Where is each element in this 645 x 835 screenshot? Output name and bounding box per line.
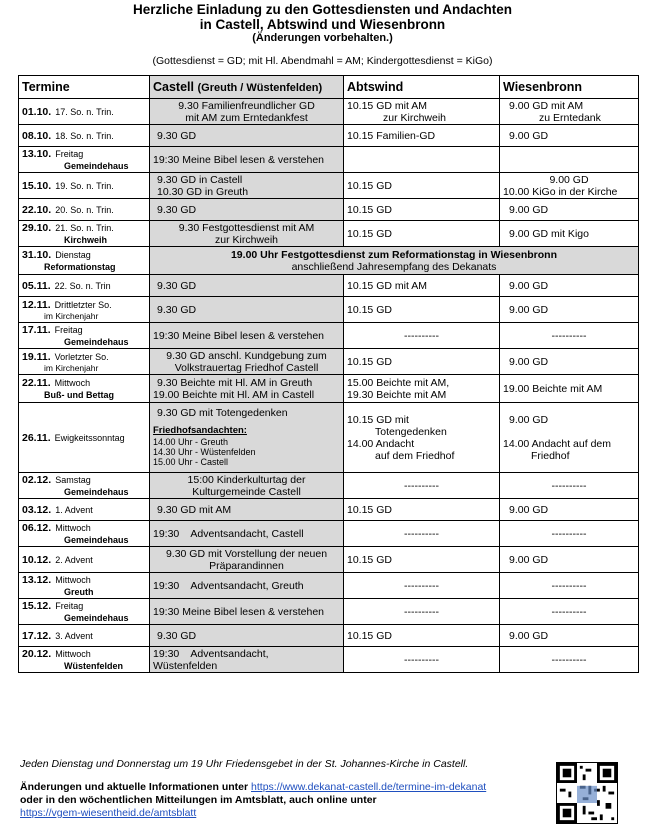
date-cell	[19, 521, 150, 547]
abtswind-line: 14.00 Andacht	[347, 437, 415, 450]
castell-cell	[150, 125, 344, 147]
abtswind-line: 15.00 Beichte mit AM,	[347, 376, 450, 389]
table-row	[19, 473, 639, 499]
date-label: 06.12.	[22, 521, 52, 534]
footer-prayer-note: Jeden Dienstag und Donnerstag um 19 Uhr Friedensgebet in der St. Johannes-Kirche in Castell.	[20, 758, 469, 770]
abtswind-cell	[344, 99, 500, 125]
castell-cell	[150, 297, 344, 323]
castell-cell	[150, 473, 344, 499]
castell-line: 9.30 GD	[157, 629, 197, 642]
abtswind-line: ----------	[404, 479, 439, 492]
abtswind-cell	[344, 403, 500, 473]
day-label: 18. So. n. Trin.	[55, 130, 114, 141]
date-cell	[19, 297, 150, 323]
abtswind-cell	[344, 147, 500, 173]
castell-line: 19:30 Adventsandacht, Castell	[153, 527, 304, 540]
qr-code-icon[interactable]	[556, 762, 618, 824]
table-row	[19, 521, 639, 547]
castell-line: 9.30 Festgottesdienst mit AM	[178, 221, 315, 234]
wiesenbronn-cell	[500, 323, 639, 349]
wiesenbronn-line: ----------	[551, 479, 587, 492]
wiesenbronn-cell	[500, 297, 639, 323]
castell-line: 15:00 Kinderkulturtag der	[187, 473, 306, 486]
day-note: Wüstenfelden	[64, 660, 124, 671]
date-label: 01.10.	[22, 105, 52, 118]
abtswind-line: zur Kirchweih	[383, 111, 447, 124]
wiesenbronn-line: Friedhof	[531, 449, 570, 462]
date-cell	[19, 173, 150, 199]
day-note: Kirchweih	[64, 234, 108, 245]
castell-cell	[150, 173, 344, 199]
day-label: 1. Advent	[55, 504, 93, 515]
abtswind-line	[347, 154, 496, 166]
castell-line: 9.30 GD	[157, 203, 197, 216]
castell-line: 9.30 GD	[157, 279, 197, 292]
abtswind-cell	[344, 599, 500, 625]
day-note: Gemeindehaus	[64, 160, 129, 171]
abtswind-line: ----------	[404, 579, 439, 592]
day-label: 21. So. n. Trin.	[55, 222, 114, 233]
date-cell	[19, 99, 150, 125]
wiesenbronn-cell	[500, 147, 639, 173]
castell-cell	[150, 323, 344, 349]
day-label: Ewigkeitssonntag	[54, 432, 125, 443]
abtswind-line: 10.15 GD	[347, 303, 392, 316]
abtswind-cell	[344, 547, 500, 573]
castell-line: mit AM zum Erntedankfest	[185, 111, 308, 124]
date-cell	[19, 247, 150, 275]
castell-cell	[150, 547, 344, 573]
table-row	[19, 349, 639, 375]
abtswind-line: ----------	[404, 653, 439, 666]
abtswind-cell	[344, 499, 500, 521]
abtswind-cell	[344, 199, 500, 221]
friedhof-line: 14.30 Uhr - Wüstenfelden	[153, 447, 256, 457]
wiesenbronn-cell	[500, 173, 639, 199]
castell-line: 9.30 GD mit Totengedenken	[157, 407, 288, 419]
abtswind-cell	[344, 375, 500, 403]
castell-cell	[150, 573, 344, 599]
castell-cell	[150, 99, 344, 125]
table-row	[19, 275, 639, 297]
cell-line: 19.00 Uhr Festgottesdienst zum Reformationstag in Wiesenbronn	[230, 248, 558, 261]
wiesenbronn-cell	[500, 499, 639, 521]
wiesenbronn-line	[503, 426, 635, 438]
table-row	[19, 403, 639, 473]
castell-cell	[150, 349, 344, 375]
table-row	[19, 599, 639, 625]
castell-line: Volkstrauertag Friedhof Castell	[174, 361, 319, 374]
castell-cell	[150, 499, 344, 521]
abbreviation-legend: (Gottesdienst = GD; mit Hl. Abendmahl = AM; Kindergottesdienst = KiGo)	[152, 55, 493, 67]
castell-cell	[150, 375, 344, 403]
wiesenbronn-line: 9.00 GD mit Kigo	[509, 227, 589, 240]
abtswind-line: Totengedenken	[375, 425, 447, 438]
dekanat-link[interactable]: https://www.dekanat-castell.de/termine-im-dekanat	[251, 781, 487, 793]
castell-line: Wüstenfelden	[153, 659, 218, 672]
table-row	[19, 547, 639, 573]
wiesenbronn-line: ----------	[551, 653, 587, 666]
date-cell	[19, 349, 150, 375]
abtswind-line: 10.15 GD mit AM	[347, 279, 427, 292]
wiesenbronn-cell	[500, 125, 639, 147]
castell-line: 9.30 GD anschl. Kundgebung zum	[166, 349, 327, 362]
date-label: 13.12.	[22, 573, 52, 586]
wiesenbronn-line: 9.00 GD	[509, 355, 549, 368]
table-row	[19, 199, 639, 221]
date-label: 03.12.	[22, 503, 52, 516]
day-label: Freitag	[54, 324, 83, 335]
table-row	[19, 375, 639, 403]
castell-line: 19:30 Meine Bibel lesen & verstehen	[153, 329, 325, 342]
abtswind-cell	[344, 521, 500, 547]
wiesenbronn-cell	[500, 199, 639, 221]
wiesenbronn-line: ----------	[551, 605, 587, 618]
abtswind-cell	[344, 625, 500, 647]
friedhof-line: 14.00 Uhr - Greuth	[153, 437, 229, 447]
wiesenbronn-line: ----------	[551, 527, 587, 540]
date-cell	[19, 403, 150, 473]
table-row	[19, 125, 639, 147]
table-header-row	[19, 76, 639, 99]
day-note: Gemeindehaus	[64, 336, 129, 347]
abtswind-cell	[344, 349, 500, 375]
day-label: 3. Advent	[55, 630, 93, 641]
day-note: im Kirchenjahr	[44, 362, 99, 373]
date-label: 12.11.	[22, 298, 51, 311]
wiesenbronn-line: 9.00 GD	[509, 629, 549, 642]
date-cell	[19, 375, 150, 403]
day-note: Buß- und Bettag	[44, 389, 114, 400]
day-note: Reformationstag	[44, 261, 116, 272]
col-termine: Termine	[19, 76, 150, 99]
day-note: Gemeindehaus	[64, 486, 129, 497]
wiesenbronn-cell	[500, 275, 639, 297]
wiesenbronn-line: 9.00 GD	[509, 503, 549, 516]
abtswind-cell	[344, 173, 500, 199]
day-note: Greuth	[64, 586, 94, 597]
date-label: 10.12.	[22, 553, 52, 566]
date-label: 15.12.	[22, 599, 52, 612]
abtswind-cell	[344, 647, 500, 673]
table-row	[19, 499, 639, 521]
date-label: 29.10.	[22, 221, 52, 234]
date-cell	[19, 125, 150, 147]
date-cell	[19, 221, 150, 247]
abtswind-line: ----------	[404, 527, 439, 540]
col-castell: Castell (Greuth / Wüstenfelden)	[150, 76, 344, 99]
day-note: im Kirchenjahr	[44, 310, 99, 321]
date-label: 26.11.	[22, 431, 51, 444]
wiesenbronn-cell	[500, 349, 639, 375]
abtswind-line: 10.15 GD	[347, 203, 392, 216]
castell-cell	[150, 403, 344, 473]
day-label: Mittwoch	[55, 522, 91, 533]
abtswind-line: 10.15 GD	[347, 503, 392, 516]
day-note: Gemeindehaus	[64, 534, 129, 545]
date-label: 17.11.	[22, 323, 51, 336]
wiesenbronn-cell	[500, 375, 639, 403]
title-line-1: Herzliche Einladung zu den Gottesdiensten und Andachten	[132, 2, 513, 17]
document-header	[0, 2, 645, 44]
wiesenbronn-cell	[500, 573, 639, 599]
date-cell	[19, 323, 150, 349]
wiesenbronn-cell	[500, 521, 639, 547]
wiesenbronn-cell	[500, 473, 639, 499]
wiesenbronn-line: 9.00 GD	[509, 413, 549, 426]
day-note: Gemeindehaus	[64, 612, 129, 623]
castell-line: 9.30 GD mit AM	[157, 503, 232, 516]
day-label: Freitag	[55, 148, 84, 159]
date-label: 31.10.	[22, 248, 52, 261]
date-label: 05.11.	[22, 279, 51, 292]
castell-line: Präparandinnen	[209, 559, 284, 572]
abtswind-line: 10.15 GD	[347, 355, 392, 368]
wiesenbronn-cell	[500, 403, 639, 473]
castell-line: 9.30 Beichte mit Hl. AM in Greuth	[157, 376, 313, 389]
wiesenbronn-line: ----------	[551, 579, 587, 592]
date-label: 02.12.	[22, 473, 52, 486]
date-label: 13.10.	[22, 147, 52, 160]
castell-cell	[150, 521, 344, 547]
title-note: (Änderungen vorbehalten.)	[252, 32, 393, 44]
date-cell	[19, 147, 150, 173]
wiesenbronn-line: 9.00 GD	[509, 203, 549, 216]
col-abtswind: Abtswind	[344, 76, 500, 99]
castell-line: Kulturgemeinde Castell	[192, 485, 301, 498]
abtswind-line: 10.15 GD	[347, 553, 392, 566]
castell-cell	[150, 199, 344, 221]
castell-cell	[150, 647, 344, 673]
abtswind-line: ----------	[404, 605, 439, 618]
date-label: 15.10.	[22, 179, 52, 192]
date-label: 17.12.	[22, 629, 52, 642]
castell-cell	[150, 147, 344, 173]
day-label: Freitag	[55, 600, 84, 611]
date-label: 20.12.	[22, 647, 52, 660]
castell-line: 9.30 GD in Castell	[157, 173, 243, 186]
day-label: Mittwoch	[55, 648, 91, 659]
castell-line: 9.30 GD mit Vorstellung der neuen	[165, 547, 328, 560]
date-cell	[19, 647, 150, 673]
table-row	[19, 647, 639, 673]
date-cell	[19, 499, 150, 521]
abtswind-line: ----------	[404, 329, 439, 342]
castell-line: zur Kirchweih	[214, 233, 279, 246]
castell-cell	[150, 599, 344, 625]
reformation-event-cell	[150, 247, 639, 275]
title-line-2: in Castell, Abtswind und Wiesenbronn	[199, 17, 446, 32]
day-label: Dienstag	[55, 249, 91, 260]
castell-line: 19:30 Meine Bibel lesen & verstehen	[153, 605, 325, 618]
day-label: Vorletzter So.	[54, 351, 109, 362]
abtswind-line: 10.15 Familien-GD	[347, 129, 436, 142]
date-cell	[19, 473, 150, 499]
day-label: 19. So. n. Trin.	[55, 180, 114, 191]
abtswind-cell	[344, 573, 500, 599]
day-label: 17. So. n. Trin.	[55, 106, 114, 117]
wiesenbronn-cell	[500, 625, 639, 647]
abtswind-line: 10.15 GD mit AM	[347, 99, 427, 112]
castell-line: 9.30 GD	[157, 303, 197, 316]
table-row	[19, 99, 639, 125]
schedule-table	[18, 75, 639, 673]
castell-line: 19.00 Beichte mit Hl. AM in Castell	[153, 388, 315, 401]
castell-line: 10.30 GD in Greuth	[157, 185, 249, 198]
date-cell	[19, 199, 150, 221]
friedhof-line: 15.00 Uhr - Castell	[153, 457, 229, 467]
date-cell	[19, 275, 150, 297]
footer-info: Änderungen und aktuelle Informationen unter https://www.dekanat-castell.de/termine-im-dekanat oder in den wöchentlichen Mitteilungen im Amtsblatt, auch online unter https://vgem-wiesentheid.de/amtsblatt	[20, 781, 487, 819]
col-wiesenbronn: Wiesenbronn	[500, 76, 639, 99]
abtswind-cell	[344, 221, 500, 247]
wiesenbronn-line: 19.00 Beichte mit AM	[503, 382, 603, 395]
abtswind-cell	[344, 275, 500, 297]
day-label: Mittwoch	[54, 377, 91, 388]
date-cell	[19, 573, 150, 599]
date-cell	[19, 625, 150, 647]
abtswind-line: 10.15 GD	[347, 227, 392, 240]
castell-line: 9.30 Familienfreundlicher GD	[178, 99, 315, 112]
date-label: 19.11.	[22, 350, 51, 363]
castell-cell	[150, 221, 344, 247]
cell-line: anschließend Jahresempfang des Dekanats	[291, 260, 497, 273]
day-label: Drittletzter So.	[54, 299, 112, 310]
wiesenbronn-cell	[500, 547, 639, 573]
castell-line: 19:30 Adventsandacht,	[153, 647, 269, 660]
wiesenbronn-cell	[500, 647, 639, 673]
date-label: 08.10.	[22, 129, 52, 142]
wiesenbronn-cell	[500, 599, 639, 625]
table-row	[19, 297, 639, 323]
abtswind-line: 10.15 GD	[347, 179, 392, 192]
table-row	[19, 147, 639, 173]
abtswind-line: 10.15 GD	[347, 629, 392, 642]
wiesenbronn-line: 9.00 GD	[549, 173, 589, 186]
day-label: 20. So. n. Trin.	[55, 204, 114, 215]
friedhof-title: Friedhofsandachten:	[153, 425, 247, 436]
date-cell	[19, 599, 150, 625]
table-row	[19, 247, 639, 275]
table-row	[19, 625, 639, 647]
wiesenbronn-line: 9.00 GD mit AM	[509, 99, 584, 112]
date-label: 22.11.	[22, 376, 51, 389]
wiesenbronn-line: 9.00 GD	[509, 553, 549, 566]
castell-line: 19:30 Adventsandacht, Greuth	[153, 579, 304, 592]
table-row	[19, 173, 639, 199]
date-label: 22.10.	[22, 203, 52, 216]
abtswind-line: auf dem Friedhof	[375, 449, 455, 462]
date-cell	[19, 547, 150, 573]
wiesenbronn-line: 14.00 Andacht auf dem	[503, 437, 611, 450]
day-label: 22. So. n. Trin	[54, 280, 111, 291]
wiesenbronn-line: 10.00 KiGo in der Kirche	[503, 185, 618, 198]
castell-cell	[150, 275, 344, 297]
wiesenbronn-cell	[500, 99, 639, 125]
abtswind-cell	[344, 125, 500, 147]
wiesenbronn-line: 9.00 GD	[509, 303, 549, 316]
day-label: 2. Advent	[55, 554, 93, 565]
amtsblatt-link[interactable]: https://vgem-wiesentheid.de/amtsblatt	[20, 807, 197, 819]
abtswind-cell	[344, 297, 500, 323]
abtswind-line: 19.30 Beichte mit AM	[347, 388, 447, 401]
wiesenbronn-line: 9.00 GD	[509, 279, 549, 292]
castell-line: 19:30 Meine Bibel lesen & verstehen	[153, 153, 325, 166]
wiesenbronn-line: 9.00 GD	[509, 129, 549, 142]
abtswind-line: 10.15 GD mit	[347, 413, 409, 426]
day-label: Samstag	[55, 474, 91, 485]
table-row	[19, 221, 639, 247]
table-row	[19, 573, 639, 599]
table-row	[19, 323, 639, 349]
castell-line: 9.30 GD	[157, 129, 197, 142]
wiesenbronn-cell	[500, 221, 639, 247]
abtswind-cell	[344, 323, 500, 349]
day-label: Mittwoch	[55, 574, 91, 585]
wiesenbronn-line: zu Erntedank	[539, 111, 601, 124]
wiesenbronn-line	[503, 154, 635, 166]
abtswind-cell	[344, 473, 500, 499]
wiesenbronn-line: ----------	[551, 329, 587, 342]
castell-cell	[150, 625, 344, 647]
